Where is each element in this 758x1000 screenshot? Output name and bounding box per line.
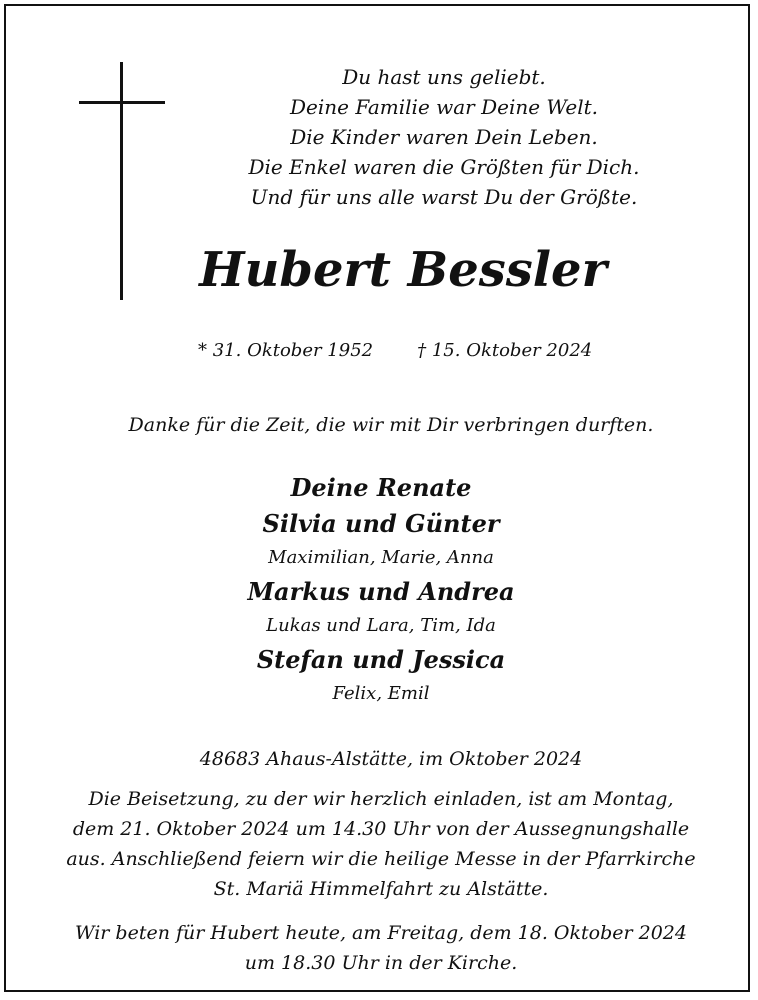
prayer-info [26, 918, 736, 978]
family-children: Lukas und Lara, Tim, Ida [266, 615, 496, 636]
cross-icon [120, 62, 123, 300]
funeral-line: St. Mariä Himmelfahrt zu Alstätte. [213, 878, 549, 900]
family-member: Stefan und Jessica [256, 645, 506, 674]
motto-line: Du hast uns geliebt. [342, 65, 546, 89]
obituary-card [4, 4, 750, 992]
funeral-info [26, 784, 736, 904]
life-dates [198, 338, 592, 364]
family-member: Deine Renate [290, 473, 472, 502]
prayer-line: Wir beten für Hubert heute, am Freitag, dem 18. Oktober 2024 [75, 922, 687, 944]
motto-line: Die Kinder waren Dein Leben. [290, 125, 598, 149]
cross-icon-bar [79, 101, 165, 104]
deceased-name: Hubert Bessler [199, 242, 607, 298]
funeral-line: aus. Anschließend feiern wir die heilige Messe in der Pfarrkirche [66, 848, 696, 870]
thanks-text: Danke für die Zeit, die wir mit Dir verbringen durften. [128, 414, 654, 436]
motto-line: Und für uns alle warst Du der Größte. [250, 185, 638, 209]
motto-line: Die Enkel waren die Größten für Dich. [248, 155, 640, 179]
prayer-line: um 18.30 Uhr in der Kirche. [244, 952, 518, 974]
motto-line: Deine Familie war Deine Welt. [290, 95, 598, 119]
family-block [156, 470, 606, 710]
funeral-line: Die Beisetzung, zu der wir herzlich einladen, ist am Montag, [88, 788, 674, 810]
family-member: Markus und Andrea [247, 577, 515, 606]
motto-block [234, 62, 654, 212]
birth-date: * 31. Oktober 1952 [198, 340, 374, 361]
family-children: Felix, Emil [332, 683, 430, 704]
death-date: † 15. Oktober 2024 [417, 340, 593, 361]
place-date: 48683 Ahaus-Alstätte, im Oktober 2024 [199, 748, 583, 770]
family-children: Maximilian, Marie, Anna [268, 547, 494, 568]
funeral-line: dem 21. Oktober 2024 um 14.30 Uhr von der Aussegnungshalle [72, 818, 690, 840]
family-member: Silvia und Günter [262, 509, 500, 538]
